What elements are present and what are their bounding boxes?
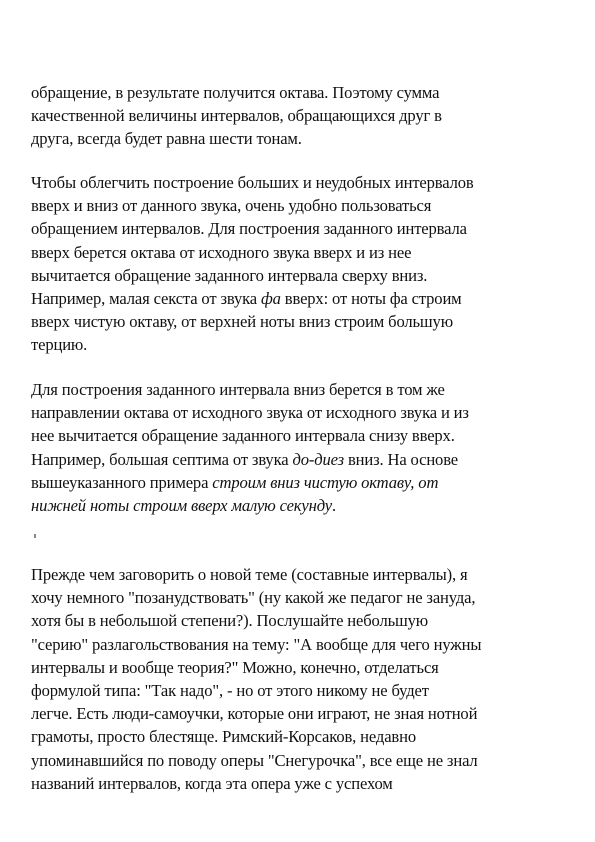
italic-text-run: строим вниз чистую октаву, от [212, 472, 439, 492]
text-line: упоминавшийся по поводу оперы "Снегурочка", все еще не знал [31, 750, 478, 770]
text-run: вниз. На основе [343, 449, 459, 469]
text-run: вверх: от ноты фа строим [280, 289, 462, 309]
paragraph-why-theory [31, 563, 581, 795]
italic-note-name: до-диез [292, 449, 344, 469]
text-run: Например, малая секста от звука [31, 289, 262, 309]
text-line [31, 471, 581, 494]
paragraph-interval-inversion-down [31, 378, 581, 517]
text-line [31, 448, 581, 471]
text-line: легче. Есть люди-самоучки, которые они играют, не зная нотной [31, 704, 478, 724]
italic-note-name: фа [261, 289, 281, 309]
text-line: хотя бы в небольшой степени?). Послушайте небольшую [31, 611, 429, 631]
text-line: Для построения заданного интервала вниз берется в том же [31, 380, 445, 399]
text-line [31, 287, 581, 310]
text-line: вверх и вниз от данного звука, очень удобно пользоваться [31, 196, 432, 216]
text-line [31, 494, 581, 517]
stray-mark [34, 534, 36, 538]
text-line: нее вычитается обращение заданного интервала снизу вверх. [31, 426, 455, 446]
paragraph-interval-inversion-up [31, 171, 581, 357]
text-line: качественной величины интервалов, обращающихся друг в [31, 106, 442, 126]
text-line: хочу немного "позанудствовать" (ну какой же педагог не зануда, [31, 588, 476, 608]
text-line: обращение, в результате получится октава. Поэтому сумма [31, 83, 440, 102]
italic-text-run: нижней ноты строим вверх малую секунду [31, 496, 332, 516]
paragraph-octave-sum [31, 81, 581, 151]
text-run: Например, большая септима от звука [31, 449, 293, 469]
text-line: грамоты, просто блестяще. Римский-Корсаков, недавно [31, 727, 416, 747]
text-line: направлении октава от исходного звука от исходного звука и из [31, 403, 469, 423]
text-line: "серию" разлагольствования на тему: "А вообще для чего нужны [31, 634, 482, 654]
text-line: друга, всегда будет равна шести тонам. [31, 129, 302, 149]
text-line: Прежде чем заговорить о новой теме (составные интервалы), я [31, 565, 468, 584]
text-line: формулой типа: "Так надо", - но от этого никому не будет [31, 681, 429, 701]
text-line: Чтобы облегчить построение больших и неудобных интервалов [31, 173, 474, 192]
text-line: вверх чистую октаву, от верхней ноты вниз строим большую [31, 312, 453, 332]
text-run: . [331, 496, 336, 516]
text-line: интервалы и вообще теория?" Можно, конечно, отделаться [31, 657, 439, 677]
text-line: обращением интервалов. Для построения заданного интервала [31, 219, 467, 239]
text-line: названий интервалов, когда эта опера уже с успехом [31, 773, 393, 793]
text-line: вверх берется октава от исходного звука вверх и из нее [31, 242, 412, 262]
text-line: вычитается обращение заданного интервала сверху вниз. [31, 265, 428, 285]
text-line: терцию. [31, 335, 88, 355]
text-run: вышеуказанного примера [31, 472, 213, 492]
